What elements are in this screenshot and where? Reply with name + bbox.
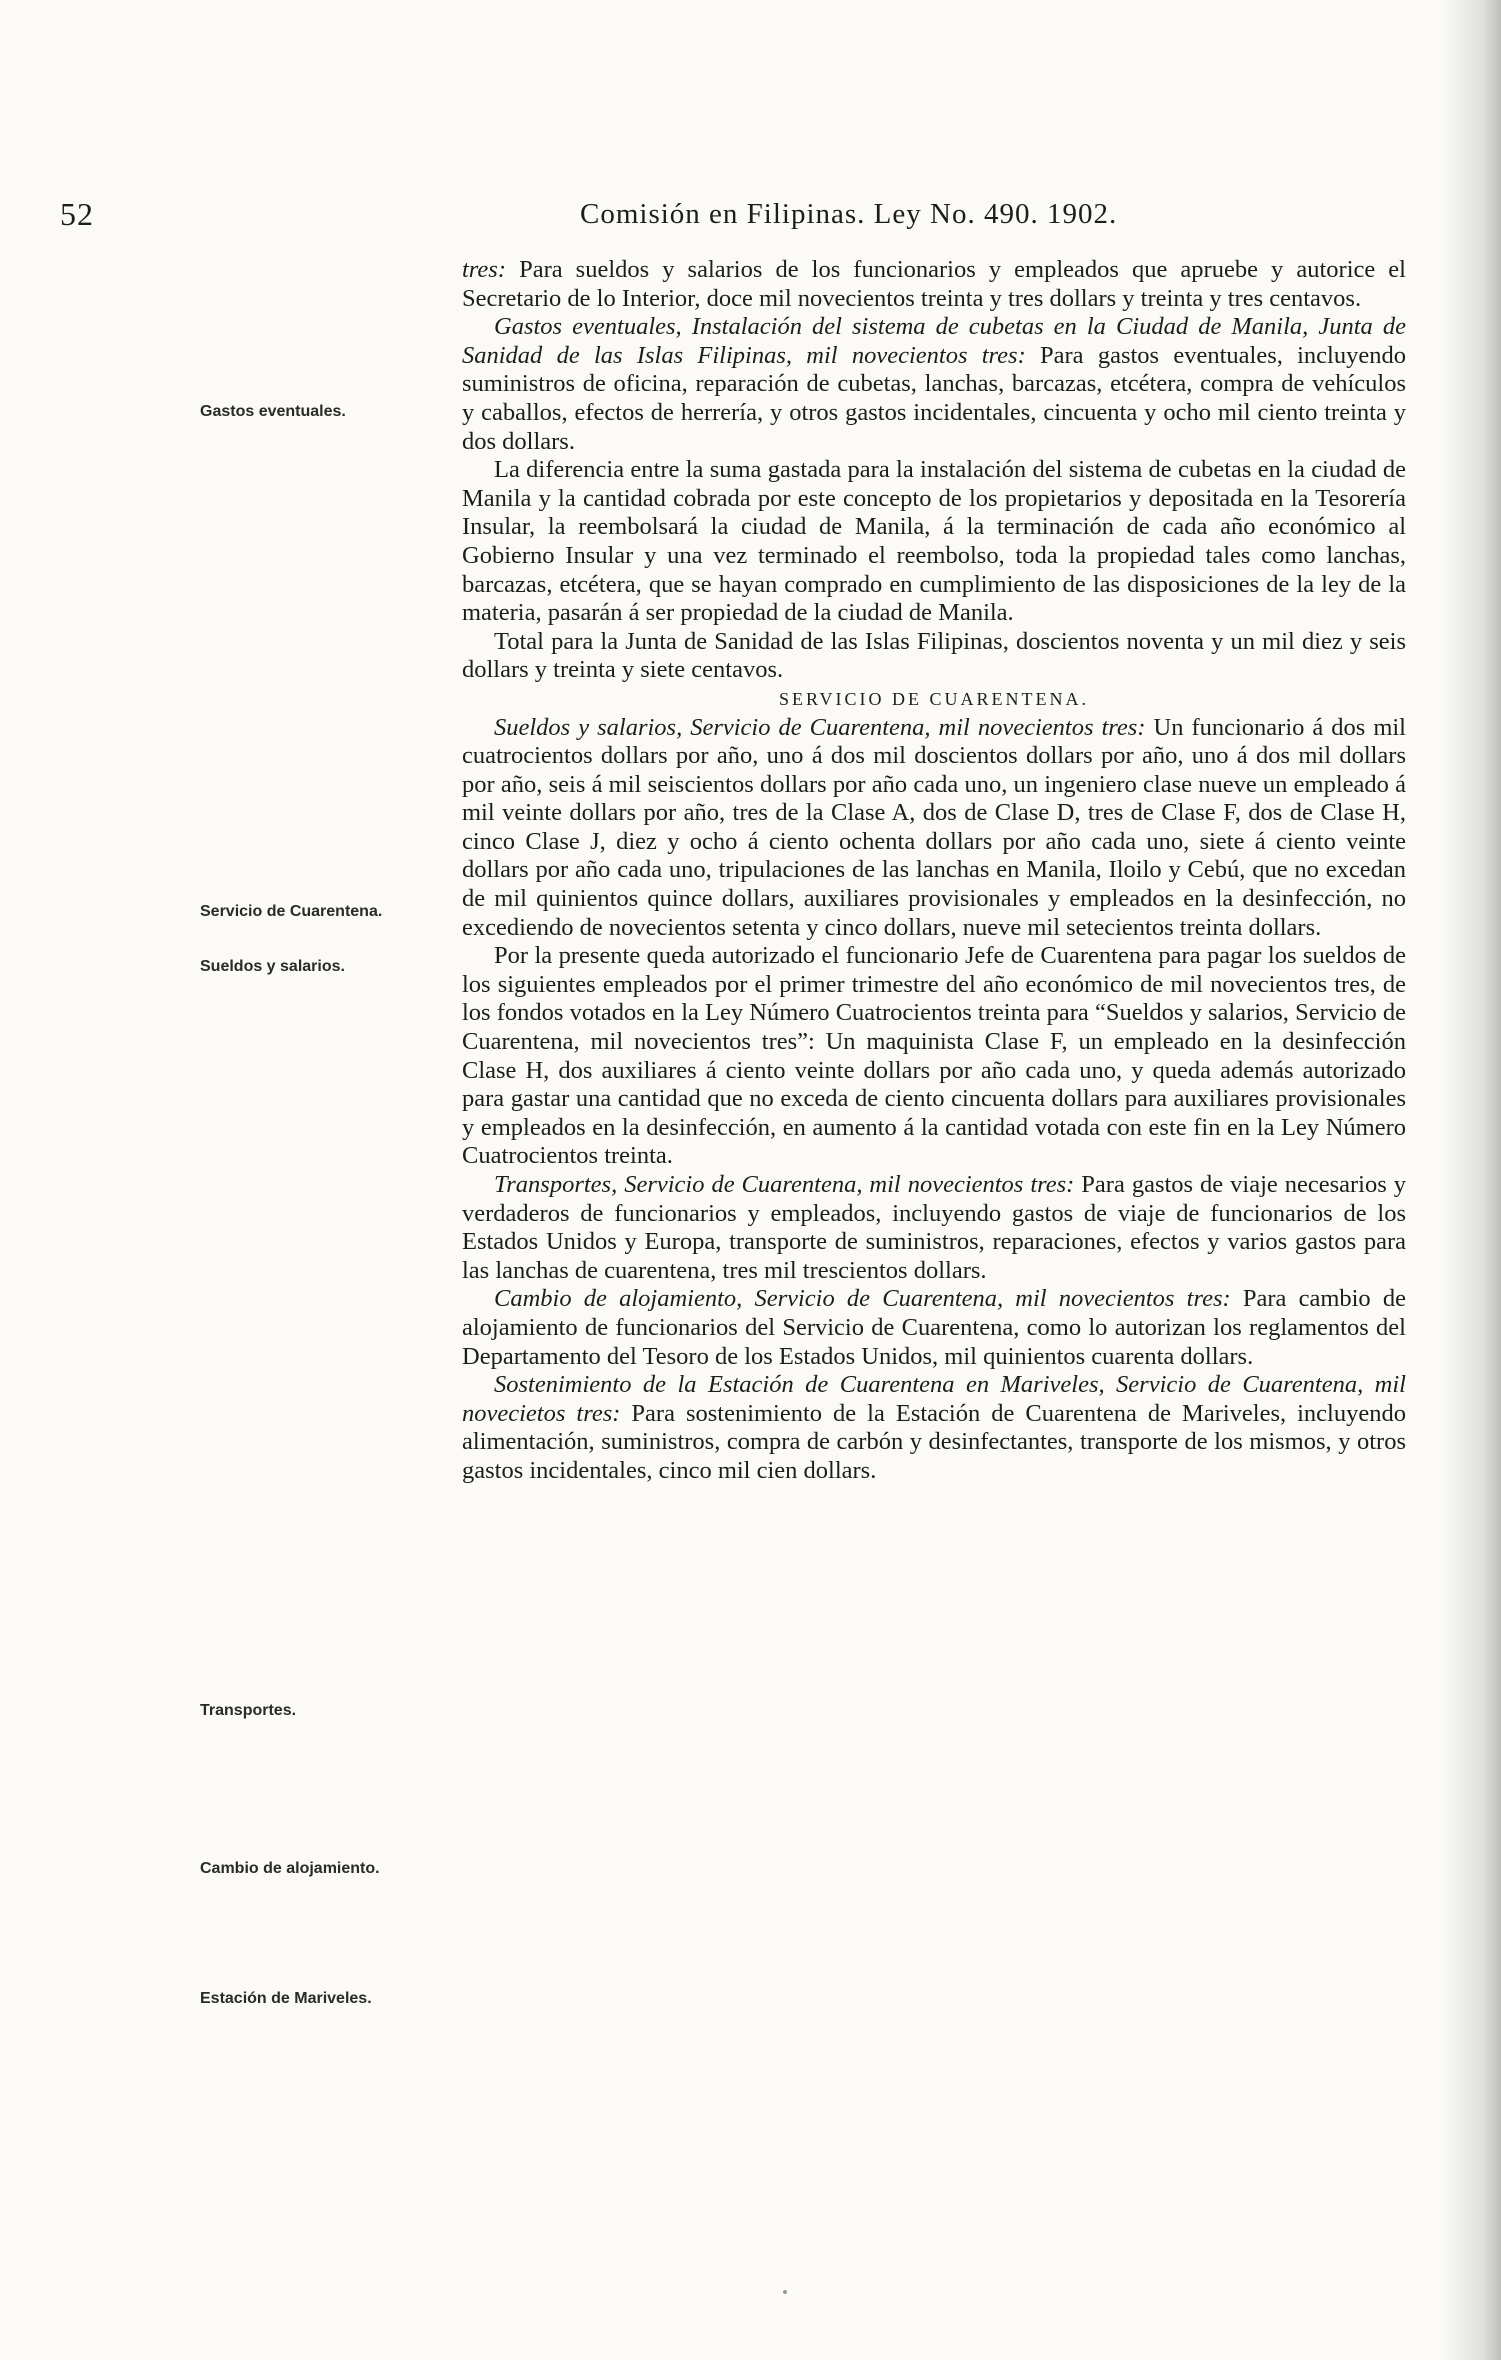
paragraph-text: Un funcionario á dos mil cuatrocientos dollars por año, uno á dos mil doscientos dollars por año, uno á dos mil dollars por año, seis á mil seiscientos dollars por año cada uno, un ingeniero clase nueve un empleado á mil veinte dollars por año, tres de la Clase A, dos de Clase D, tres de Clase F, dos de Clase H, cinco Clase J, diez y ocho á ciento ochenta dollars por año cada uno, siete á ciento veinte dollars por año cada uno, tripulaciones de las lanchas en Manila, Iloilo y Cebú, que no excedan de mil quinientos quince dollars, auxiliares provisionales y empleados en la desinfección, no excediendo de novecientos setenta y cinco dollars, nueve mil setecientos treinta dollars. [462,713,1406,941]
paragraph-lead-italic: Sueldos y salarios, Servicio de Cuarentena, mil novecientos tres: [494,713,1146,741]
margin-note-sueldos-salarios: Sueldos y salarios. [200,958,345,975]
print-speck [783,2290,787,2294]
paragraph-lead-italic: Sostenimiento de la Estación de Cuarentena en Mariveles, Servicio de Cuarentena, mil novecietos tres: [462,1371,1406,1427]
body-text [462,256,1406,1486]
margin-note-cambio-alojamiento: Cambio de alojamiento. [200,1860,380,1877]
running-header [60,196,1290,236]
paragraph-lead-italic: Cambio de alojamiento, Servicio de Cuarentena, mil novecientos tres: [494,1285,1231,1313]
paragraph-lead-italic: Gastos eventuales, Instalación del sistema de cubetas en la Ciudad de Manila, Junta de Sanidad de las Islas Filipinas, mil novecientos tres: [462,313,1406,369]
paragraph-gastos-eventuales [462,313,1406,456]
page-number: 52 [60,196,94,232]
margin-note-gastos-eventuales: Gastos eventuales. [200,403,346,420]
paragraph-text: Para cambio de alojamiento de funcionarios del Servicio de Cuarentena, como lo autorizan los reglamentos del Departamento del Tesoro de los Estados Unidos, mil quinientos cuarenta dollars. [462,1285,1406,1370]
section-heading: SERVICIO DE CUARENTENA. [778,688,1090,709]
paragraph-lead-italic: Transportes, Servicio de Cuarentena, mil novecientos tres: [494,1171,1075,1198]
paragraph-cambio-alojamiento [462,1285,1406,1371]
paragraph-text: Para gastos de viaje necesarios y verdaderos de funcionarios y empleados, incluyendo gastos de viaje de funcionarios de los Estados Unidos y Europa, transporte de suministros, reparaciones, efectos y varios gastos para las lanchas de cuarentena, tres mil trescientos dollars. [462,1171,1406,1284]
paragraph-sueldos-interior [462,256,1406,313]
paragraph-mariveles [462,1371,1406,1485]
paragraph-autorizacion: Por la presente queda autorizado el funcionario Jefe de Cuarentena para pagar los sueldos de los siguientes empleados por el primer trimestre del año económico de mil novecientos tres, de los fondos votados en la Ley Número Cuatrocientos treinta para “Sueldos y salarios, Servicio de Cuarentena, mil novecientos tres”: Un maquinista Clase F, un empleado en la desinfección Clase H, dos auxiliares á ciento veinte dollars por año cada uno, y queda además autorizado para gastar una cantidad que no exceda de ciento cincuenta dollars para auxiliares provisionales y empleados en la desinfección, en aumento á la cantidad votada con este fin en la Ley Número Cuatrocientos treinta. [462,942,1406,1170]
paragraph-transportes [462,1171,1406,1285]
page-edge-shadow [1441,0,1501,2360]
margin-note-servicio-cuarentena: Servicio de Cuarentena. [200,903,383,920]
running-title: Comisión en Filipinas. Ley No. 490. 1902. [580,198,1118,230]
paragraph-text: Para sueldos y salarios de los funcionarios y empleados que apruebe y autorice el Secretario de lo Interior, doce mil novecientos treinta y tres dollars y treinta y tres centavos. [462,256,1406,312]
margin-note-estacion-mariveles: Estación de Mariveles. [200,1990,372,2007]
paragraph-total: Total para la Junta de Sanidad de las Islas Filipinas, doscientos noventa y un mil diez y seis dollars y treinta y siete centavos. [462,627,1406,684]
margin-note-transportes: Transportes. [200,1702,297,1719]
paragraph-text: Para gastos eventuales, incluyendo suministros de oficina, reparación de cubetas, lanchas, barcazas, etcétera, compra de vehículos y caballos, efectos de herrería, y otros gastos incidentales, cincuenta y ocho mil ciento treinta y dos dollars. [462,341,1406,455]
paragraph-sueldos-cuarentena [462,714,1406,943]
paragraph-diferencia: La diferencia entre la suma gastada para la instalación del sistema de cubetas en la ciudad de Manila y la cantidad cobrada por este concepto de los propietarios y depositada en la Tesorería Insular, la reembolsará la ciudad de Manila, á la terminación de cada año económico al Gobierno Insular y una vez terminado el reembolso, toda la propiedad tales como lanchas, barcazas, etcétera, que se hayan comprado en cumplimiento de las disposiciones de la ley de la materia, pasarán á ser propiedad de la ciudad de Manila. [462,456,1406,627]
paragraph-lead-italic: tres: [462,256,506,283]
paragraph-text: Para sostenimiento de la Estación de Cuarentena de Mariveles, incluyendo alimentación, suministros, compra de carbón y desinfectantes, transporte de los mismos, y otros gastos incidentales, cinco mil cien dollars. [462,1399,1406,1484]
